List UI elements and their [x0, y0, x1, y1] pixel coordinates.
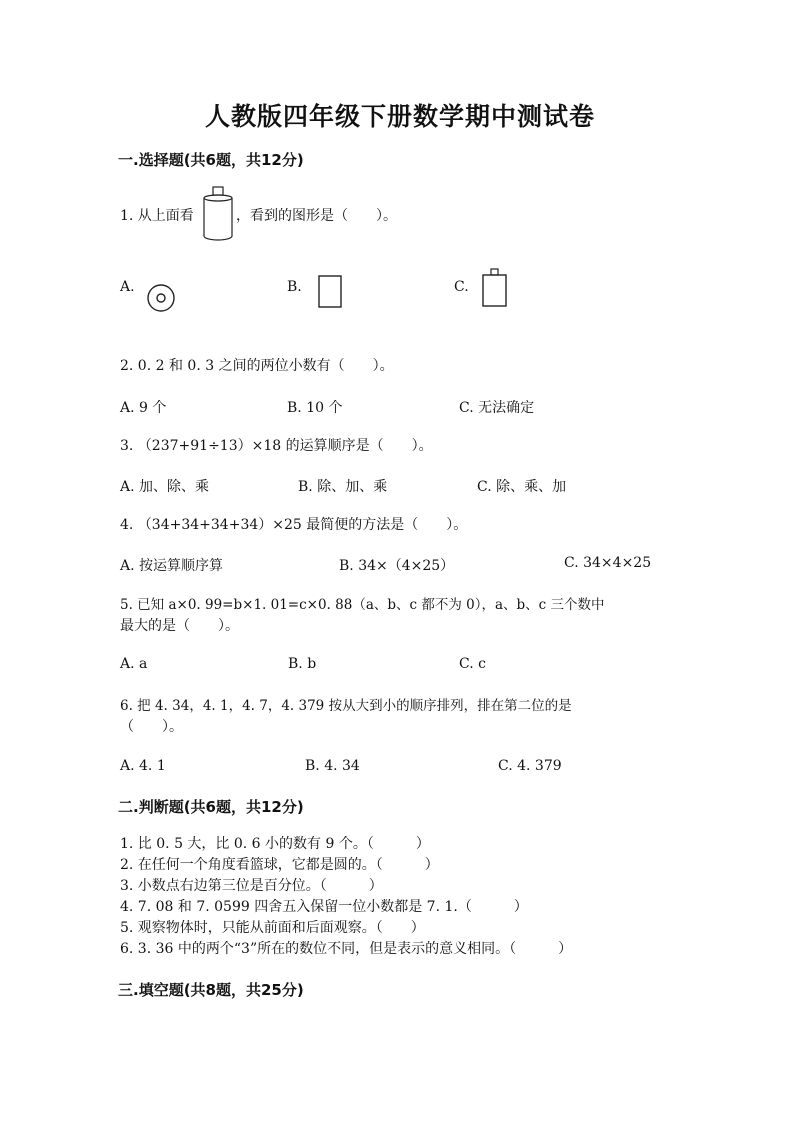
question-3-option-b: B. 除、加、乘 [298, 479, 388, 495]
question-1-option-c: C. [454, 279, 469, 295]
question-1-option-b: B. [287, 279, 302, 295]
question-6-option-c: C. 4. 379 [498, 758, 562, 774]
question-1-option-a: A. [120, 279, 135, 295]
judgement-item: 4. 7. 08 和 7. 0599 四舍五入保留一位小数都是 7. 1.（ ） [120, 899, 528, 915]
question-2-option-c: C. 无法确定 [459, 400, 535, 416]
concentric-circles-icon [146, 283, 176, 313]
rectangle-with-top-tab-icon [482, 268, 510, 310]
question-2-option-b: B. 10 个 [287, 400, 343, 416]
question-5-stem-line2: 最大的是（ ）。 [120, 618, 239, 634]
question-1-stem-start: 1. 从上面看 [120, 208, 194, 224]
judgement-item: 1. 比 0. 5 大，比 0. 6 小的数有 9 个。（ ） [120, 836, 430, 852]
section-heading-choice: 一.选择题(共6题，共12分) [118, 151, 304, 169]
section-heading-judgement: 二.判断题(共6题，共12分) [118, 798, 304, 816]
question-5-option-c: C. c [459, 656, 486, 672]
question-4-stem: 4. （34+34+34+34）×25 最简便的方法是（ ）。 [120, 517, 468, 533]
question-5-stem-line1: 5. 已知 a×0. 99=b×1. 01=c×0. 88（a、b、c 都不为 0），a、b、c 三个数中 [120, 597, 605, 613]
question-2-option-a: A. 9 个 [120, 400, 167, 416]
judgement-item: 6. 3. 36 中的两个“3”所在的数位不同，但是表示的意义相同。（ ） [120, 941, 573, 957]
question-4-option-a: A. 按运算顺序算 [120, 558, 224, 574]
judgement-item: 2. 在任何一个角度看篮球，它都是圆的。（ ） [120, 857, 439, 873]
question-5-option-b: B. b [288, 656, 317, 672]
question-5-option-a: A. a [120, 656, 148, 672]
question-4-option-c: C. 34×4×25 [564, 555, 652, 571]
question-2-stem: 2. 0. 2 和 0. 3 之间的两位小数有（ ）。 [120, 358, 394, 374]
judgement-item: 3. 小数点右边第三位是百分位。（ ） [120, 878, 383, 894]
question-6-option-b: B. 4. 34 [305, 758, 360, 774]
question-3-stem: 3. （237+91÷13）×18 的运算顺序是（ ）。 [120, 438, 433, 454]
page-title: 人教版四年级下册数学期中测试卷 [204, 102, 595, 131]
question-1-stem-end: ，看到的图形是（ ）。 [236, 208, 397, 224]
rectangle-icon [318, 275, 344, 309]
section-heading-fill-in: 三.填空题(共8题，共25分) [118, 981, 304, 999]
judgement-item: 5. 观察物体时，只能从前面和后面观察。（ ） [120, 920, 425, 936]
question-3-option-a: A. 加、除、乘 [120, 479, 210, 495]
question-6-stem-line1: 6. 把 4. 34，4. 1，4. 7，4. 379 按从大到小的顺序排列，排在第二位的是 [120, 698, 572, 714]
question-3-option-c: C. 除、乘、加 [477, 479, 567, 495]
question-6-stem-line2: （ ）。 [120, 719, 183, 735]
question-6-option-a: A. 4. 1 [120, 758, 166, 774]
cylinder-with-top-icon [202, 186, 234, 244]
question-4-option-b: B. 34×（4×25） [339, 558, 455, 574]
